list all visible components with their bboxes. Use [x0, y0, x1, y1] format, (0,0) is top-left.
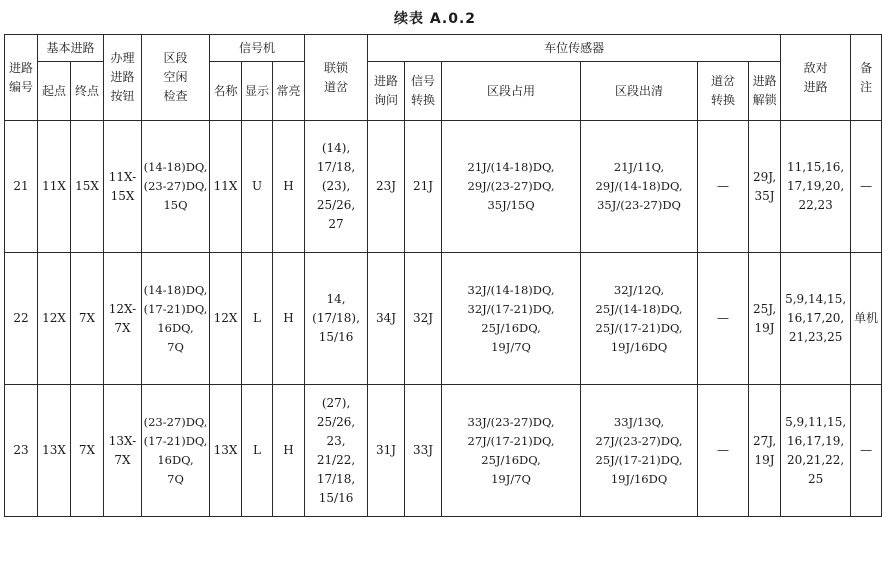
cell-route-unlock: 27J, 19J	[749, 385, 781, 517]
cell-switch-turn: —	[698, 385, 749, 517]
header-section-occupy: 区段占用	[442, 62, 581, 121]
cell-sig-name: 12X	[210, 253, 242, 385]
cell-no: 22	[5, 253, 38, 385]
cell-section-occupy: 32J/(14-18)DQ, 32J/(17-21)DQ, 25J/16DQ, 19J/7Q	[442, 253, 581, 385]
header-section-clear: 区段出清	[581, 62, 698, 121]
cell-inquiry: 34J	[368, 253, 405, 385]
header-start: 起点	[38, 62, 71, 121]
cell-interlock: 14, (17/18), 15/16	[305, 253, 368, 385]
cell-conflict: 11,15,16, 17,19,20, 22,23	[781, 121, 851, 253]
cell-remark: —	[851, 385, 882, 517]
cell-section-clear: 33J/13Q, 27J/(23-27)DQ, 25J/(17-21)DQ, 19J/16DQ	[581, 385, 698, 517]
cell-route-unlock: 25J, 19J	[749, 253, 781, 385]
cell-switch-turn: —	[698, 121, 749, 253]
cell-section-check: (23-27)DQ, (17-21)DQ, 16DQ, 7Q	[142, 385, 210, 517]
cell-inquiry: 23J	[368, 121, 405, 253]
cell-interlock: (27), 25/26, 23, 21/22, 17/18, 15/16	[305, 385, 368, 517]
table-title: 续表 A.0.2	[393, 11, 477, 27]
header-route-no: 进路 编号	[5, 35, 38, 121]
cell-section-occupy: 33J/(23-27)DQ, 27J/(17-21)DQ, 25J/16DQ, 19J/7Q	[442, 385, 581, 517]
header-sig-display: 显示	[242, 62, 273, 121]
cell-no: 23	[5, 385, 38, 517]
cell-interlock: (14), 17/18, (23), 25/26, 27	[305, 121, 368, 253]
cell-button: 13X- 7X	[104, 385, 142, 517]
cell-sig-display: L	[242, 385, 273, 517]
cell-switch-turn: —	[698, 253, 749, 385]
header-signal: 信号机	[210, 35, 305, 62]
cell-start: 11X	[38, 121, 71, 253]
header-conflict: 敌对 进路	[781, 35, 851, 121]
cell-sig-name: 11X	[210, 121, 242, 253]
cell-start: 13X	[38, 385, 71, 517]
cell-sig-lit: H	[273, 121, 305, 253]
cell-sig-lit: H	[273, 385, 305, 517]
table-row	[5, 253, 882, 385]
cell-inquiry: 31J	[368, 385, 405, 517]
cell-section-clear: 32J/12Q, 25J/(14-18)DQ, 25J/(17-21)DQ, 19J/16DQ	[581, 253, 698, 385]
header-row-1	[5, 35, 882, 62]
cell-signal-switch: 21J	[405, 121, 442, 253]
cell-start: 12X	[38, 253, 71, 385]
cell-signal-switch: 32J	[405, 253, 442, 385]
cell-section-occupy: 21J/(14-18)DQ, 29J/(23-27)DQ, 35J/15Q	[442, 121, 581, 253]
cell-conflict: 5,9,11,15, 16,17,19, 20,21,22, 25	[781, 385, 851, 517]
cell-end: 7X	[71, 385, 104, 517]
table-row	[5, 385, 882, 517]
cell-sig-display: L	[242, 253, 273, 385]
header-button: 办理 进路 按钮	[104, 35, 142, 121]
header-signal-switch: 信号 转换	[405, 62, 442, 121]
cell-end: 15X	[71, 121, 104, 253]
cell-sig-name: 13X	[210, 385, 242, 517]
cell-no: 21	[5, 121, 38, 253]
cell-sig-lit: H	[273, 253, 305, 385]
header-route-unlock: 进路 解锁	[749, 62, 781, 121]
header-section-check: 区段 空闲 检查	[142, 35, 210, 121]
cell-end: 7X	[71, 253, 104, 385]
cell-button: 12X- 7X	[104, 253, 142, 385]
cell-section-check: (14-18)DQ, (17-21)DQ, 16DQ, 7Q	[142, 253, 210, 385]
cell-signal-switch: 33J	[405, 385, 442, 517]
cell-sig-display: U	[242, 121, 273, 253]
header-end: 终点	[71, 62, 104, 121]
header-remark: 备 注	[851, 35, 882, 121]
cell-section-check: (14-18)DQ, (23-27)DQ, 15Q	[142, 121, 210, 253]
header-basic-route: 基本进路	[38, 35, 104, 62]
header-sig-lit: 常亮	[273, 62, 305, 121]
header-interlock: 联锁 道岔	[305, 35, 368, 121]
header-sensor: 车位传感器	[368, 35, 781, 62]
cell-remark: —	[851, 121, 882, 253]
cell-conflict: 5,9,14,15, 16,17,20, 21,23,25	[781, 253, 851, 385]
cell-section-clear: 21J/11Q, 29J/(14-18)DQ, 35J/(23-27)DQ	[581, 121, 698, 253]
cell-button: 11X- 15X	[104, 121, 142, 253]
cell-route-unlock: 29J, 35J	[749, 121, 781, 253]
cell-remark: 单机	[851, 253, 882, 385]
header-sig-name: 名称	[210, 62, 242, 121]
header-switch-turn: 道岔 转换	[698, 62, 749, 121]
route-interlock-table	[4, 34, 882, 517]
header-route-inquiry: 进路 询问	[368, 62, 405, 121]
table-row	[5, 121, 882, 253]
